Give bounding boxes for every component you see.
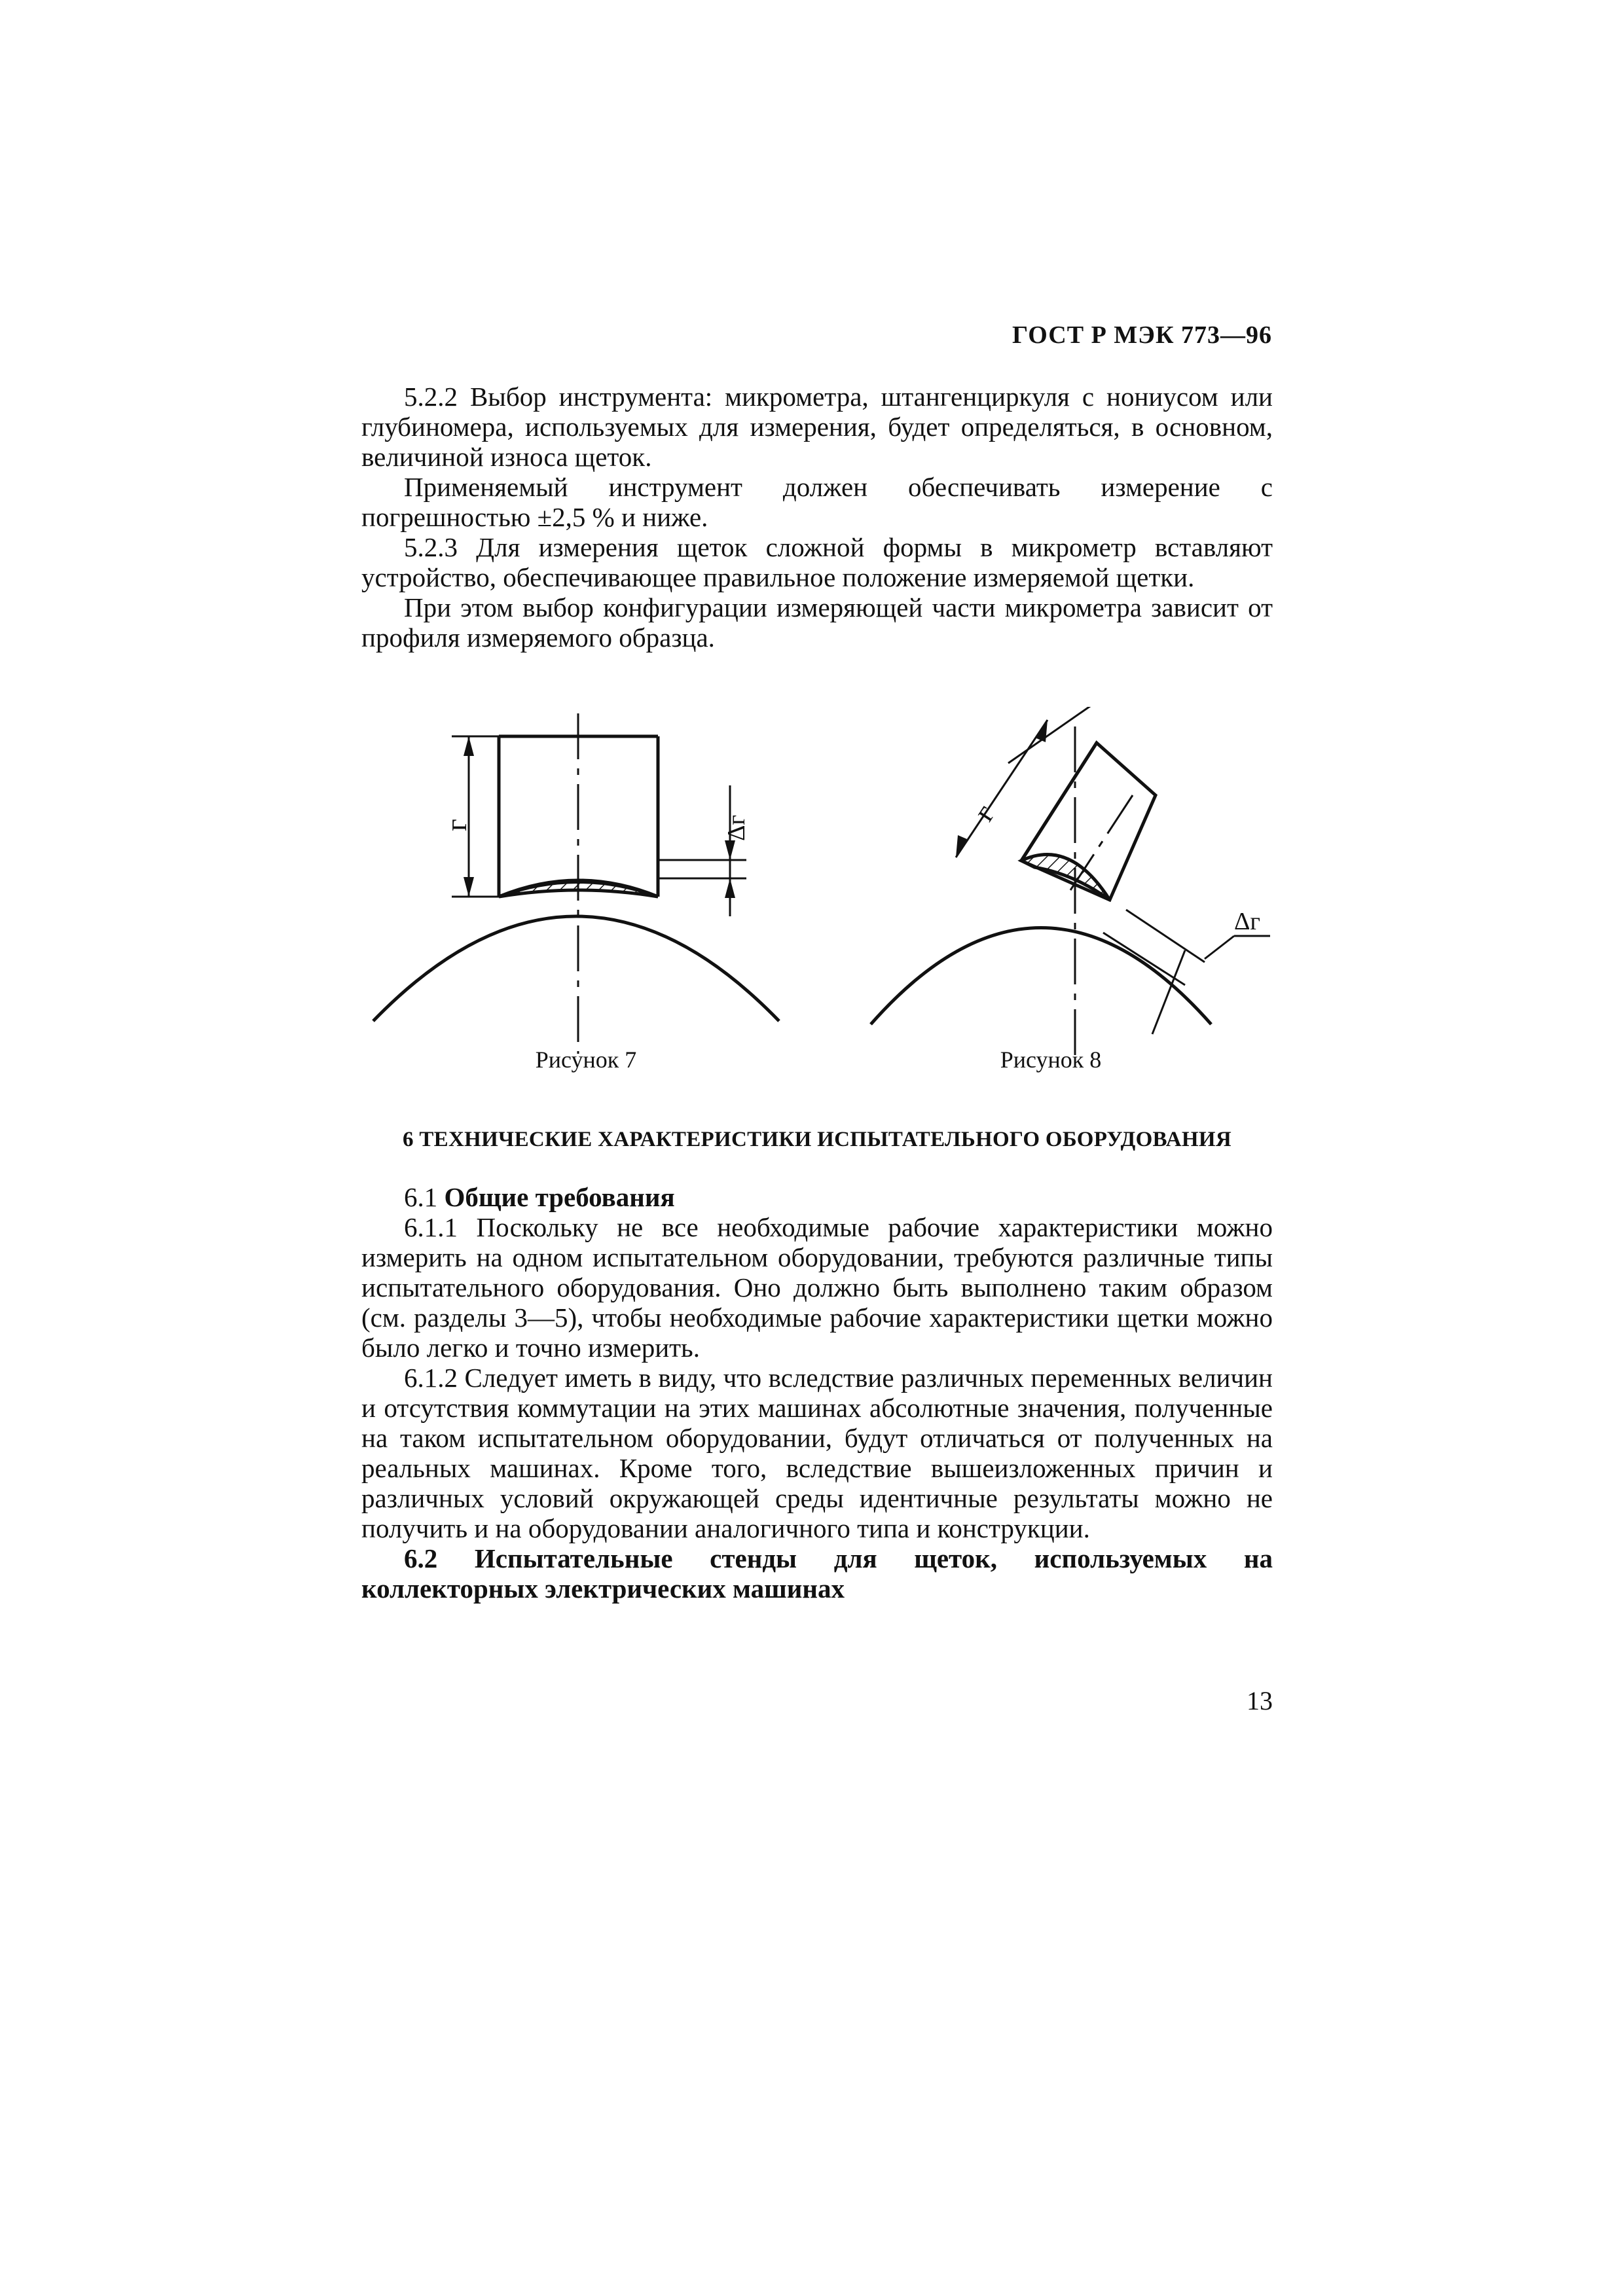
section-6-text [361, 1182, 1273, 1604]
paragraph-configuration: При этом выбор конфигурации измеряющей части микрометра зависит от профиля измеряемого образца. [361, 592, 1273, 653]
section-5-2-text [361, 382, 1273, 653]
standard-header: ГОСТ Р МЭК 773—96 [1012, 321, 1272, 349]
page-number: 13 [1247, 1686, 1273, 1715]
figure-8-label-delta-r: Δг [1234, 908, 1261, 935]
figure-7-label-r: г [439, 819, 473, 831]
figure-8-drawing [871, 707, 1270, 1057]
paragraph-instrument-accuracy: Применяемый инструмент должен обеспечивать измерение с погрешностью ±2,5 % и ниже. [361, 472, 1273, 532]
figures-7-8 [354, 707, 1283, 1086]
paragraph-5-2-2: 5.2.2 Выбор инструмента: микрометра, штангенциркуля с нониусом или глубиномера, используемых для измерения, будет определяться, в основном, величиной износа щеток. [361, 382, 1273, 472]
paragraph-6-1-2: 6.1.2 Следует иметь в виду, что вследствие различных переменных величин и отсутствия коммутации на этих машинах абсолютные значения, полученные на таком испытательном оборудовании, будут отличаться от полученных на реальных машинах. Кроме того, вследствие вышеизложенных причин и различных условий окружающей среды идентичные результаты можно не получить и на оборудовании аналогичного типа и конструкции. [361, 1363, 1273, 1543]
figure-8-caption: Рисунок 8 [1000, 1047, 1102, 1073]
paragraph-5-2-3: 5.2.3 Для измерения щеток сложной формы в микрометр вставляют устройство, обеспечивающее правильное положение измеряемой щетки. [361, 532, 1273, 592]
subsection-6-2-heading: 6.2 Испытательные стенды для щеток, используемых на коллекторных электрических машинах [361, 1543, 1273, 1604]
subsection-6-1-heading [361, 1182, 1273, 1212]
subsection-6-1-number: 6.1 [404, 1182, 438, 1212]
section-6-heading: 6 ТЕХНИЧЕСКИЕ ХАРАКТЕРИСТИКИ ИСПЫТАТЕЛЬНОГО ОБОРУДОВАНИЯ [403, 1128, 1231, 1151]
figure-7-drawing [373, 713, 779, 1054]
figure-7-label-delta-r: Δг [723, 814, 750, 841]
subsection-6-1-title: Общие требования [444, 1182, 675, 1212]
paragraph-6-1-1: 6.1.1 Поскольку не все необходимые рабочие характеристики можно измерить на одном испытательном оборудовании, требуются различные типы испытательного оборудования. Оно должно быть выполнено таким образом (см. разделы 3—5), чтобы необходимые рабочие характеристики щетки можно было легко и точно измерить. [361, 1212, 1273, 1363]
figure-8-label-r: г [966, 798, 1002, 827]
figure-7-caption: Рисунок 7 [535, 1047, 637, 1073]
